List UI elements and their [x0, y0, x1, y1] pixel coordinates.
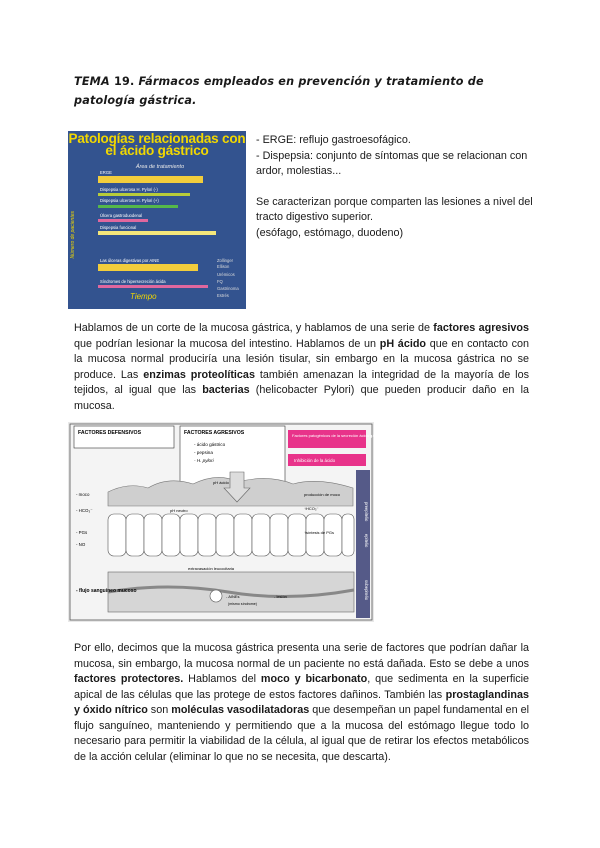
defensive-item: - PGs [76, 530, 88, 535]
leukocyte-icon [210, 590, 222, 602]
slide-right-label: Zollinger [217, 258, 234, 263]
slide-area-label: Área de tratamiento [135, 164, 185, 170]
bold-term: factores protectores. [74, 673, 184, 685]
blood-flow-label: - flujo sanguíneo mucoso [76, 588, 137, 594]
text-run: que podrían lesionar la mucosa del intestino. Hablamos de un [74, 337, 380, 350]
text-run: que en contacto con la mucosa normal produciría una lesión tisular, sin embargo en la mucosa gástrica no se produce. Las [74, 337, 529, 381]
bold-term: prostaglandinas y óxido nítrico [74, 688, 529, 716]
slide-bar [98, 264, 198, 271]
defensive-item: - moco [76, 492, 90, 497]
slide-title [68, 133, 246, 157]
bold-term: bacterias [202, 384, 250, 396]
ph-neutral-label: pH neutro [170, 508, 188, 513]
slide-bar [98, 193, 190, 196]
bottom-label: (mismo síndrome) [228, 602, 257, 606]
defensive-item: - NO [76, 542, 86, 547]
definition-erge: - ERGE: reflujo gastroesofágico. [256, 134, 411, 146]
slide-right-label: Urémicos [217, 272, 235, 277]
bold-term: moléculas vasodilatadoras [171, 704, 310, 716]
definition-locations: (esófago, estómago, duodeno) [256, 226, 404, 239]
text-run: Por ello, decimos que la mucosa gástrica presenta una serie de factores que podrían dañar la mucosa, sin embargo, la mucosa normal de un paciente no está dañada. Esto se debe a unos [74, 642, 529, 670]
slide-bar-label: Síndromes de hipersecreción ácida [100, 279, 166, 284]
text-run: que desempeñan un papel fundamental en el flujo sanguíneo, manteniendo y permitiendo que a la mucosa del estómago llegue todo lo necesario para permitir la viabilidad de la célula, al igual que de retirar los efectos metabólicos de la acción celular (eliminar lo que no se necesita, que descarta). [74, 704, 529, 763]
aggressive-item: - H. pylori [194, 458, 214, 463]
slide-bar [98, 285, 208, 288]
slide-bar-label: Las úlceras digestivas por AINE [100, 258, 160, 263]
aggressive-item: - ácido gástrico [194, 442, 226, 447]
defensive-title: FACTORES DEFENSIVOS [78, 430, 142, 436]
title-number: 19. [113, 75, 135, 88]
pink-box-inhibition-text: Inhibición de la ácido [294, 458, 336, 463]
slide-bar [98, 219, 148, 222]
aggressive-title: FACTORES AGRESIVOS [184, 430, 245, 436]
definition-dispepsia: - Dispepsia: conjunto de síntomas que se relacionan con ardor, molestias... [256, 149, 528, 177]
bottom-label: - AINEs [226, 594, 240, 599]
slide-bar-label: Dispepsia ulcerosa H. Pylori (+) [100, 198, 159, 203]
slide-title-line2: el ácido gástrico [105, 143, 209, 158]
paragraph-aggressive-factors [74, 321, 529, 414]
layer-label: subepitelio [364, 580, 369, 601]
epithelial-cells [108, 514, 354, 556]
slide-bar-label: Dispepsia ulcerosa H. Pylori (-) [100, 187, 158, 192]
text-run: Hablamos de un corte de la mucosa gástrica, y hablamos de una serie de [74, 322, 434, 334]
slide-bar-label: Dispepsia funcional [100, 225, 137, 230]
text-run: también amenazan la integridad de la mayoría de los tejidos, al igual que las [74, 368, 529, 396]
text-run: son [147, 704, 172, 716]
text-run: (helicobacter Pylori) que pueden producir daño en la mucosa. [74, 384, 529, 412]
center-label: ↑síntesis de PGs [304, 530, 335, 535]
center-label: ↑HCO₃⁻ [304, 506, 319, 511]
paragraph-protective-factors [74, 641, 529, 765]
definitions-block [256, 133, 536, 241]
slide-y-label: Número de pacientes [70, 211, 76, 259]
slide-right-label: FQ [217, 279, 223, 284]
text-run: Hablamos del [183, 673, 261, 685]
center-label: producción de moco [304, 492, 341, 497]
layer-label: preepitelio [364, 502, 369, 522]
pathologies-slide [68, 131, 246, 309]
bold-term: moco y bicarbonato [260, 673, 368, 685]
bold-term: factores agresivos [433, 322, 530, 334]
bold-term: pH ácido [379, 337, 427, 350]
gastric-mucosa-diagram [68, 422, 385, 622]
bottom-label: - lesión [274, 594, 287, 599]
slide-title-line1: Patologías relacionadas con [68, 131, 246, 146]
definition-characteristic: Se caracterizan porque comparten las lesiones a nivel del tracto digestivo superior. [256, 195, 533, 223]
bold-term: enzimas proteolíticas [143, 368, 255, 381]
defensive-item: - HCO₃⁻ [76, 508, 93, 513]
slide-right-label: Gastrinoma [217, 286, 239, 291]
slide-x-label: Tiempo [130, 292, 157, 301]
slide-bar [98, 231, 216, 235]
aggressive-item: - pepsina [194, 450, 213, 455]
pink-box-pathogenic-text: Factores patogénicos de la secreción ácida gástrica [292, 433, 385, 438]
text-run: , que sedimenta en la superficie apical de las células que las protege de estos factores dañinos. También las [74, 673, 530, 701]
layer-label: epitelio [364, 534, 369, 548]
slide-bar-label: ERGE [100, 170, 112, 175]
page-title [74, 72, 534, 110]
slide-bar [98, 205, 178, 208]
slide-right-label: Ellison [217, 264, 230, 269]
slide-bar-label: Úlcera gastroduodenal [100, 213, 143, 218]
title-text: Fármacos empleados en prevención y tratamiento de patología gástrica. [74, 75, 484, 107]
slide-bar [98, 176, 203, 183]
bottom-label: extravasación leucocitaria [188, 566, 235, 571]
title-prefix: TEMA [74, 75, 110, 88]
slide-right-label: Estrés [217, 293, 229, 298]
ph-acid-label: pH ácido [213, 480, 229, 485]
